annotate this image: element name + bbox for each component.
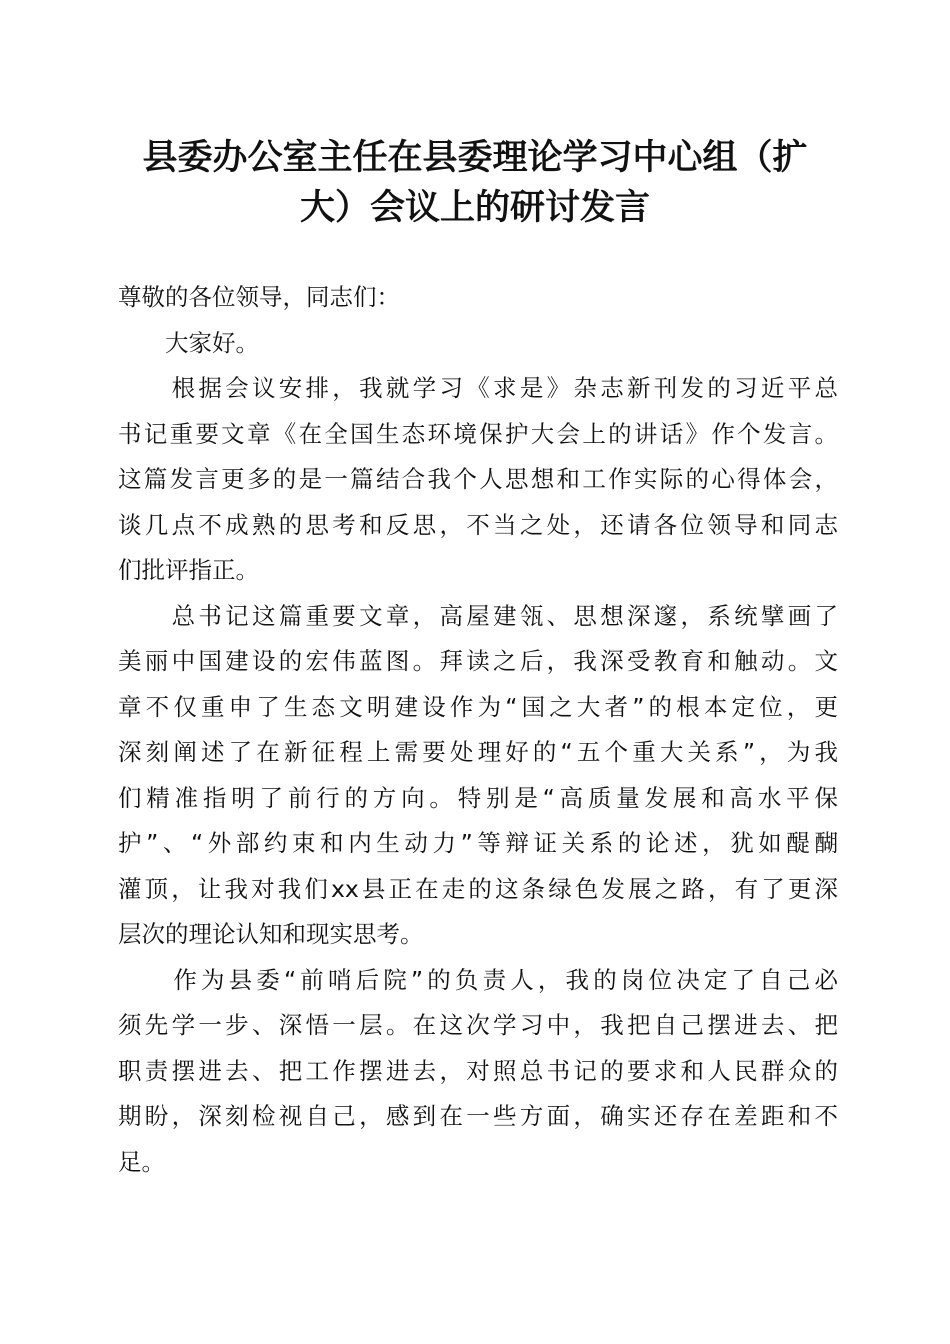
paragraph-line: 足。 [118,1147,165,1176]
document-body [118,275,838,1185]
document-title-line-2: 大）会议上的研讨发言 [299,187,650,228]
paragraph-3 [118,958,838,1186]
salutation: 尊敬的各位领导，同志们： [118,283,400,311]
paragraph-line: 须先学一步、深悟一层。在这次学习中，我把自己摆进去、把 [118,1011,838,1039]
paragraph-line: 灌顶，让我对我们xx县正在走的这条绿色发展之路，有了更深 [118,874,838,903]
document-title-line-1: 县委办公室主任在县委理论学习中心组（扩 [142,137,808,178]
paragraph-line: 们批评指正。 [118,556,259,584]
paragraph-line: 深刻阐述了在新征程上需要处理好的“五个重大关系”，为我 [118,738,838,766]
paragraph-line: 这篇发言更多的是一篇结合我个人思想和工作实际的心得体会， [118,465,838,493]
paragraph-line: 护”、“外部约束和内生动力”等辩证关系的论述，犹如醍醐 [118,829,838,857]
paragraph-line: 章不仅重申了生态文明建设作为“国之大者”的根本定位，更 [118,692,838,721]
paragraph-1 [118,366,838,594]
paragraph-line: 作为县委“前哨后院”的负责人，我的岗位决定了自己必 [118,965,838,994]
paragraph-2 [118,594,838,958]
paragraph-line: 层次的理论认知和现实思考。 [118,920,424,948]
paragraph-line: 根据会议安排，我就学习《求是》杂志新刊发的习近平总 [118,374,838,402]
paragraph-line: 书记重要文章《在全国生态环境保护大会上的讲话》作个发言。 [118,419,838,448]
paragraph-line: 美丽中国建设的宏伟蓝图。拜读之后，我深受教育和触动。文 [118,647,838,675]
paragraph-line: 职责摆进去、把工作摆进去，对照总书记的要求和人民群众的 [118,1056,838,1085]
paragraph-line: 谈几点不成熟的思考和反思，不当之处，还请各位领导和同志 [118,510,838,539]
paragraph-line: 总书记这篇重要文章，高屋建瓴、思想深邃，系统擘画了 [118,601,838,630]
paragraph-line: 期盼，深刻检视自己，感到在一些方面，确实还存在差距和不 [118,1102,838,1130]
greeting: 大家好。 [118,328,259,357]
paragraph-line: 们精准指明了前行的方向。特别是“高质量发展和高水平保 [118,783,838,812]
